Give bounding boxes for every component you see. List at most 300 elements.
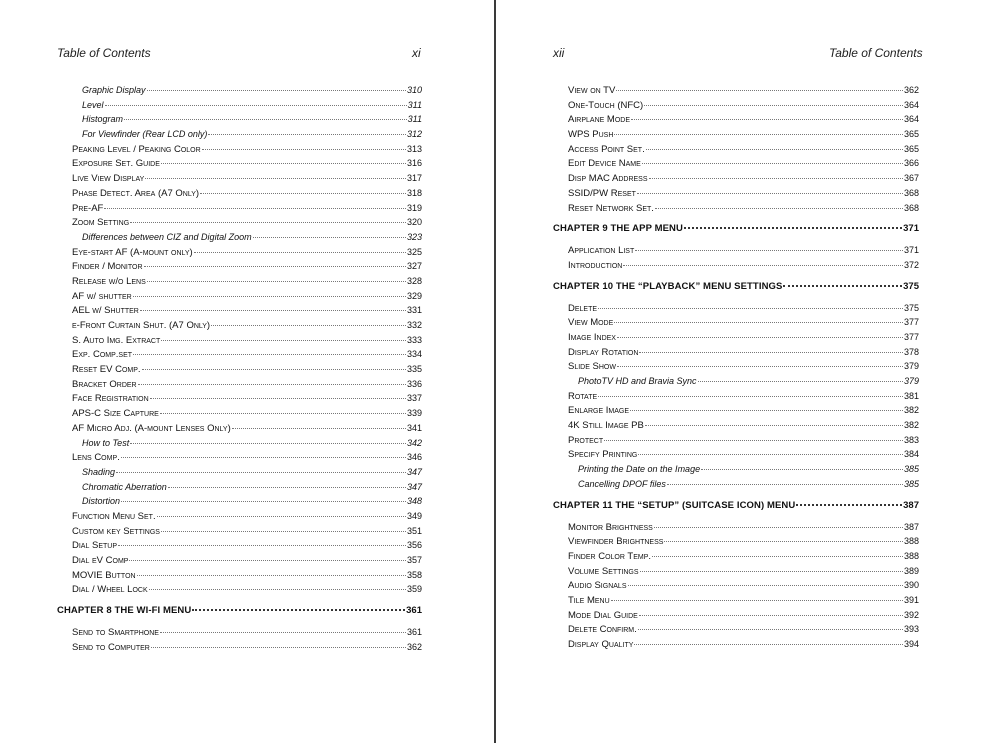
toc-entry-page: 328	[406, 275, 422, 286]
toc-entry-page: 368	[903, 187, 919, 198]
toc-entry	[72, 98, 422, 113]
dot-leader	[614, 134, 903, 135]
toc-entry-title: Chromatic Aberration	[82, 481, 167, 492]
toc-entry	[568, 374, 919, 389]
toc-entry-title: Display Quality	[568, 639, 634, 650]
toc-entry-title: One-Touch (NFC)	[568, 99, 644, 111]
toc-entry-page: 379	[903, 376, 919, 386]
toc-entry	[72, 171, 422, 186]
toc-entry-page: 318	[406, 187, 422, 198]
toc-entry-title: Graphic Display	[82, 85, 146, 95]
toc-entry	[568, 359, 919, 374]
toc-entry-page: 383	[903, 434, 919, 445]
toc-entry-page: 362	[903, 85, 919, 95]
toc-entry-title: Send to Smartphone	[72, 627, 159, 639]
toc-entry-title: Image Index	[568, 331, 616, 343]
toc-entry-title: Disp MAC Address	[568, 173, 648, 185]
toc-entry-page: 364	[903, 99, 919, 110]
dot-leader	[211, 325, 406, 326]
toc-entry-page: 329	[406, 290, 422, 301]
toc-entry	[568, 243, 919, 258]
toc-entry	[72, 142, 422, 157]
dot-leader	[192, 609, 405, 611]
toc-chapter-heading	[57, 602, 422, 619]
dot-leader	[644, 105, 903, 106]
toc-entry-title: Rotate	[568, 390, 598, 402]
dot-leader	[142, 369, 406, 370]
toc-entry-page: 384	[903, 449, 919, 460]
toc-entry-page: 332	[406, 320, 422, 330]
toc-entry-page: 337	[406, 393, 422, 404]
toc-entry-page: 335	[406, 364, 422, 375]
dot-leader	[151, 647, 406, 648]
toc-entry	[568, 593, 919, 608]
toc-entry-title: Mode Dial Guide	[568, 609, 638, 621]
toc-chapter-heading	[553, 497, 919, 514]
toc-entry	[568, 447, 919, 462]
toc-entry-page: 361	[406, 627, 422, 638]
dot-leader	[684, 227, 902, 229]
toc-entry	[72, 186, 422, 201]
toc-entry	[72, 156, 422, 171]
dot-leader	[623, 265, 903, 266]
dot-leader	[208, 134, 406, 135]
toc-entry	[72, 127, 422, 142]
toc-entry-page: 372	[903, 259, 919, 270]
toc-entry-page: 349	[406, 510, 422, 521]
toc-entry-title: Exposure Set. Guide	[72, 158, 160, 170]
dot-leader	[140, 310, 406, 311]
toc-entry	[568, 171, 919, 186]
toc-entry	[568, 418, 919, 433]
toc-entry-title: Eye-start AF (A-mount only)	[72, 246, 193, 258]
toc-entry-title: Display Rotation	[568, 346, 639, 358]
toc-entry	[568, 389, 919, 404]
dot-leader	[118, 545, 406, 546]
toc-entry	[72, 421, 422, 436]
toc-entry-title: Finder / Monitor	[72, 261, 143, 273]
toc-entry-page: 385	[903, 478, 919, 489]
toc-entry	[72, 524, 422, 539]
toc-entry-page: 316	[406, 158, 422, 169]
toc-entry-page: 347	[406, 466, 422, 477]
dot-leader	[652, 556, 903, 557]
dot-leader	[161, 531, 406, 532]
toc-entry	[72, 494, 422, 509]
dot-leader	[628, 585, 903, 586]
toc-entry-title: For Viewfinder (Rear LCD only)	[82, 129, 208, 140]
dot-leader	[642, 163, 903, 164]
toc-list	[553, 83, 919, 652]
toc-entry-page: 365	[903, 129, 919, 140]
toc-entry-page: 334	[406, 349, 422, 360]
dot-leader	[116, 472, 406, 473]
toc-entry-title: S. Auto Img. Extract	[72, 334, 161, 346]
toc-entry-title: AEL w/ Shutter	[72, 305, 139, 317]
toc-entry	[72, 391, 422, 406]
dot-leader	[133, 296, 406, 297]
toc-entry	[568, 301, 919, 316]
dot-leader	[783, 285, 902, 287]
toc-entry-title: Dial eV Comp	[72, 555, 129, 566]
toc-entry-page: 393	[903, 624, 919, 635]
toc-entry	[568, 345, 919, 360]
dot-leader	[634, 644, 903, 645]
dot-leader	[701, 469, 903, 470]
toc-entry-page: 375	[903, 280, 919, 292]
toc-entry-page: 311	[407, 99, 422, 110]
toc-entry	[72, 625, 422, 640]
toc-entry-page: 317	[406, 173, 422, 184]
toc-entry-page: 391	[903, 594, 919, 605]
dot-leader	[129, 560, 406, 561]
toc-entry-page: 382	[903, 420, 919, 431]
toc-entry-title: Face Registration	[72, 393, 149, 405]
toc-entry-title: View Mode	[568, 317, 614, 329]
toc-entry-title: Application List	[568, 245, 635, 257]
toc-entry-title: Cancelling DPOF files	[578, 478, 666, 489]
dot-leader	[137, 575, 406, 576]
toc-entry-page: 375	[903, 302, 919, 313]
toc-entry-page: 333	[406, 334, 422, 345]
dot-leader	[124, 119, 407, 120]
toc-entry	[72, 289, 422, 304]
dot-leader	[168, 487, 406, 488]
toc-entry-title: e-Front Curtain Shut. (A7 Only)	[72, 320, 211, 331]
toc-entry	[72, 303, 422, 318]
toc-entry	[72, 538, 422, 553]
dot-leader	[160, 413, 406, 414]
toc-entry	[72, 259, 422, 274]
toc-entry-title: CHAPTER 9 THE APP MENU	[553, 223, 683, 235]
toc-entry-title: Delete	[568, 302, 598, 314]
toc-entry-title: 4K Still Image PB	[568, 420, 644, 432]
toc-entry-title: How to Test	[82, 437, 130, 448]
toc-entry	[568, 330, 919, 345]
toc-entry-title: Phase Detect. Area (A7 Only)	[72, 187, 200, 199]
dot-leader	[640, 571, 903, 572]
toc-entry	[72, 274, 422, 289]
toc-entry	[72, 450, 422, 465]
toc-entry-page: 377	[903, 331, 919, 342]
dot-leader	[121, 457, 406, 458]
toc-entry-title: Enlarge Image	[568, 405, 630, 417]
toc-entry-page: 362	[406, 641, 422, 652]
toc-entry	[568, 258, 919, 273]
toc-entry	[568, 315, 919, 330]
right-page	[496, 0, 991, 743]
toc-entry	[568, 142, 919, 157]
dot-leader	[161, 163, 406, 164]
toc-entry-title: Shading	[82, 466, 116, 477]
dot-leader	[598, 396, 903, 397]
toc-entry-title: Histogram	[82, 114, 124, 125]
dot-leader	[635, 250, 903, 251]
toc-entry-page: 387	[903, 521, 919, 532]
dot-leader	[637, 193, 903, 194]
toc-entry-page: 385	[903, 464, 919, 475]
dot-leader	[655, 208, 903, 209]
toc-list	[57, 83, 422, 654]
toc-entry-page: 310	[406, 85, 422, 95]
dot-leader	[617, 366, 903, 367]
dot-leader	[194, 252, 406, 253]
toc-entry-title: Monitor Brightness	[568, 521, 653, 533]
toc-entry	[568, 433, 919, 448]
dot-leader	[645, 425, 903, 426]
toc-entry-title: Specify Printing	[568, 449, 638, 461]
toc-entry-page: 312	[406, 129, 422, 140]
dot-leader	[646, 149, 903, 150]
toc-entry-title: Bracket Order	[72, 378, 137, 390]
toc-entry-page: 313	[406, 143, 422, 154]
toc-entry-title: Pre-AF	[72, 202, 104, 214]
toc-entry	[568, 564, 919, 579]
toc-entry-title: Send to Computer	[72, 641, 150, 653]
toc-entry-title: Access Point Set.	[568, 143, 645, 155]
toc-entry	[72, 406, 422, 421]
toc-entry-title: View on TV	[568, 85, 616, 96]
dot-leader	[232, 428, 406, 429]
toc-entry-page: 341	[406, 422, 422, 433]
toc-entry-title: Introduction	[568, 259, 623, 271]
dot-leader	[611, 600, 903, 601]
toc-entry-page: 336	[406, 378, 422, 389]
toc-entry	[568, 520, 919, 535]
toc-entry-page: 368	[903, 202, 919, 213]
dot-leader	[121, 501, 406, 502]
toc-entry-title: Differences between CIZ and Digital Zoom	[82, 231, 252, 242]
dot-leader	[202, 149, 406, 150]
toc-entry-page: 319	[406, 202, 422, 213]
dot-leader	[649, 178, 903, 179]
toc-entry	[568, 462, 919, 477]
toc-entry	[568, 477, 919, 492]
toc-entry-title: Airplane Mode	[568, 114, 631, 126]
toc-entry	[72, 509, 422, 524]
toc-entry-page: 311	[407, 114, 422, 125]
running-header-title: Table of Contents	[57, 46, 151, 60]
toc-entry-page: 358	[406, 569, 422, 580]
toc-entry-title: Delete Confirm.	[568, 624, 637, 636]
toc-entry	[568, 534, 919, 549]
toc-entry	[568, 549, 919, 564]
toc-entry	[72, 230, 422, 245]
toc-entry-page: 390	[903, 580, 919, 591]
toc-entry-title: Edit Device Name	[568, 158, 641, 170]
dot-leader	[130, 443, 406, 444]
toc-entry-page: 357	[406, 555, 422, 565]
toc-entry-title: Viewfinder Brightness	[568, 536, 664, 548]
toc-entry	[72, 112, 422, 127]
toc-entry-page: 364	[903, 114, 919, 125]
dot-leader	[130, 222, 406, 223]
page-number: xii	[553, 46, 565, 60]
toc-chapter-heading	[553, 220, 919, 237]
dot-leader	[200, 193, 406, 194]
toc-entry	[72, 436, 422, 451]
toc-entry-title: Protect	[568, 434, 604, 446]
toc-entry	[568, 201, 919, 216]
toc-entry-page: 367	[903, 173, 919, 184]
toc-entry	[568, 622, 919, 637]
dot-leader	[133, 354, 406, 355]
toc-entry	[72, 347, 422, 362]
dot-leader	[149, 589, 406, 590]
toc-entry-page: 389	[903, 565, 919, 576]
dot-leader	[604, 440, 903, 441]
dot-leader	[639, 352, 903, 353]
toc-entry-title: Printing the Date on the Image	[578, 464, 701, 475]
toc-entry-title: Dial / Wheel Lock	[72, 584, 148, 596]
toc-entry-title: Distortion	[82, 496, 121, 507]
toc-entry-title: APS-C Size Capture	[72, 408, 159, 420]
dot-leader	[639, 615, 903, 616]
dot-leader	[253, 237, 406, 238]
toc-entry-title: Finder Color Temp.	[568, 550, 651, 562]
toc-entry	[568, 156, 919, 171]
toc-entry-title: PhotoTV HD and Bravia Sync	[578, 376, 697, 386]
toc-entry-page: 377	[903, 317, 919, 328]
dot-leader	[147, 281, 406, 282]
toc-entry-title: CHAPTER 8 THE WI-FI MENU	[57, 605, 192, 617]
toc-entry-page: 339	[406, 408, 422, 419]
left-page	[0, 0, 494, 743]
dot-leader	[138, 384, 406, 385]
toc-entry-title: Reset Network Set.	[568, 202, 654, 214]
dot-leader	[157, 516, 406, 517]
toc-entry-page: 392	[903, 609, 919, 620]
toc-entry	[568, 608, 919, 623]
toc-entry-page: 361	[406, 605, 422, 617]
toc-chapter-heading	[553, 278, 919, 295]
dot-leader	[631, 119, 903, 120]
toc-entry-title: CHAPTER 11 THE “SETUP” (SUITCASE ICON) MENU	[553, 499, 796, 511]
dot-leader	[104, 208, 406, 209]
toc-entry	[568, 578, 919, 593]
toc-entry-title: MOVIE Button	[72, 569, 136, 581]
toc-entry-title: Exp. Comp.set	[72, 349, 133, 361]
toc-entry-page: 387	[903, 499, 919, 511]
toc-entry-title: Slide Show	[568, 361, 616, 373]
toc-entry-page: 359	[406, 584, 422, 595]
toc-entry-page: 327	[406, 261, 422, 272]
toc-entry-page: 378	[903, 346, 919, 357]
toc-entry-title: Peaking Level / Peaking Color	[72, 143, 201, 155]
toc-entry	[568, 83, 919, 98]
dot-leader	[654, 527, 903, 528]
toc-entry-page: 325	[406, 246, 422, 257]
toc-entry-title: CHAPTER 10 THE “PLAYBACK” MENU SETTINGS	[553, 280, 783, 292]
toc-entry-title: Live View Display	[72, 173, 145, 185]
toc-entry	[72, 318, 422, 333]
toc-entry-title: Dial Setup	[72, 540, 118, 552]
toc-entry	[568, 186, 919, 201]
toc-entry-title: Release w/o Lens	[72, 275, 146, 287]
toc-entry-title: Reset EV Comp.	[72, 364, 141, 376]
toc-entry-page: 381	[903, 390, 919, 401]
toc-entry	[568, 403, 919, 418]
running-header-title: Table of Contents	[829, 46, 923, 60]
toc-entry-page: 342	[406, 437, 422, 448]
toc-entry	[72, 201, 422, 216]
toc-entry-title: Lens Comp.	[72, 452, 120, 464]
toc-entry-title: Audio Signals	[568, 580, 627, 592]
toc-entry-page: 347	[406, 481, 422, 492]
toc-entry-title: Function Menu Set.	[72, 510, 156, 522]
toc-entry	[568, 637, 919, 652]
toc-entry-page: 371	[903, 245, 919, 256]
toc-entry-title: AF w/ shutter	[72, 290, 132, 302]
toc-entry	[72, 83, 422, 98]
toc-entry-page: 351	[406, 525, 422, 536]
dot-leader	[145, 178, 406, 179]
dot-leader	[147, 90, 406, 91]
toc-entry-page: 366	[903, 158, 919, 169]
toc-entry-page: 388	[903, 536, 919, 547]
toc-entry	[72, 465, 422, 480]
dot-leader	[630, 410, 903, 411]
dot-leader	[664, 541, 903, 542]
dot-leader	[598, 308, 903, 309]
toc-entry-page: 320	[406, 217, 422, 228]
toc-entry-page: 348	[406, 496, 422, 507]
dot-leader	[638, 629, 903, 630]
toc-entry-page: 382	[903, 405, 919, 416]
toc-entry	[72, 568, 422, 583]
dot-leader	[161, 340, 406, 341]
dot-leader	[105, 105, 407, 106]
toc-entry	[72, 480, 422, 495]
toc-entry	[568, 127, 919, 142]
toc-entry-title: Tile Menu	[568, 594, 610, 606]
dot-leader	[160, 632, 406, 633]
toc-entry-page: 388	[903, 550, 919, 561]
dot-leader	[796, 504, 902, 506]
toc-entry	[72, 377, 422, 392]
toc-entry-page: 356	[406, 540, 422, 551]
toc-entry-title: SSID/PW Reset	[568, 187, 636, 199]
toc-entry-page: 331	[406, 305, 422, 316]
toc-entry-title: WPS Push	[568, 129, 614, 141]
toc-entry-page: 379	[903, 361, 919, 372]
toc-entry-page: 346	[406, 452, 422, 463]
dot-leader	[698, 381, 903, 382]
toc-entry	[72, 245, 422, 260]
dot-leader	[667, 484, 903, 485]
dot-leader	[616, 90, 903, 91]
toc-entry	[72, 362, 422, 377]
toc-entry-page: 371	[903, 223, 919, 235]
toc-entry	[72, 215, 422, 230]
toc-entry-title: Custom key Settings	[72, 525, 160, 537]
dot-leader	[617, 337, 903, 338]
toc-entry	[72, 553, 422, 568]
toc-entry	[568, 98, 919, 113]
toc-entry	[72, 640, 422, 655]
toc-entry	[568, 112, 919, 127]
toc-entry-page: 365	[903, 143, 919, 154]
dot-leader	[150, 398, 406, 399]
toc-entry	[72, 333, 422, 348]
toc-entry-title: Level	[82, 99, 104, 110]
toc-entry-page: 394	[903, 639, 919, 649]
dot-leader	[144, 266, 406, 267]
toc-entry-title: Volume Settings	[568, 565, 639, 577]
toc-entry-page: 323	[406, 231, 422, 242]
toc-entry-title: AF Micro Adj. (A-mount Lenses Only)	[72, 422, 231, 434]
dot-leader	[614, 322, 903, 323]
